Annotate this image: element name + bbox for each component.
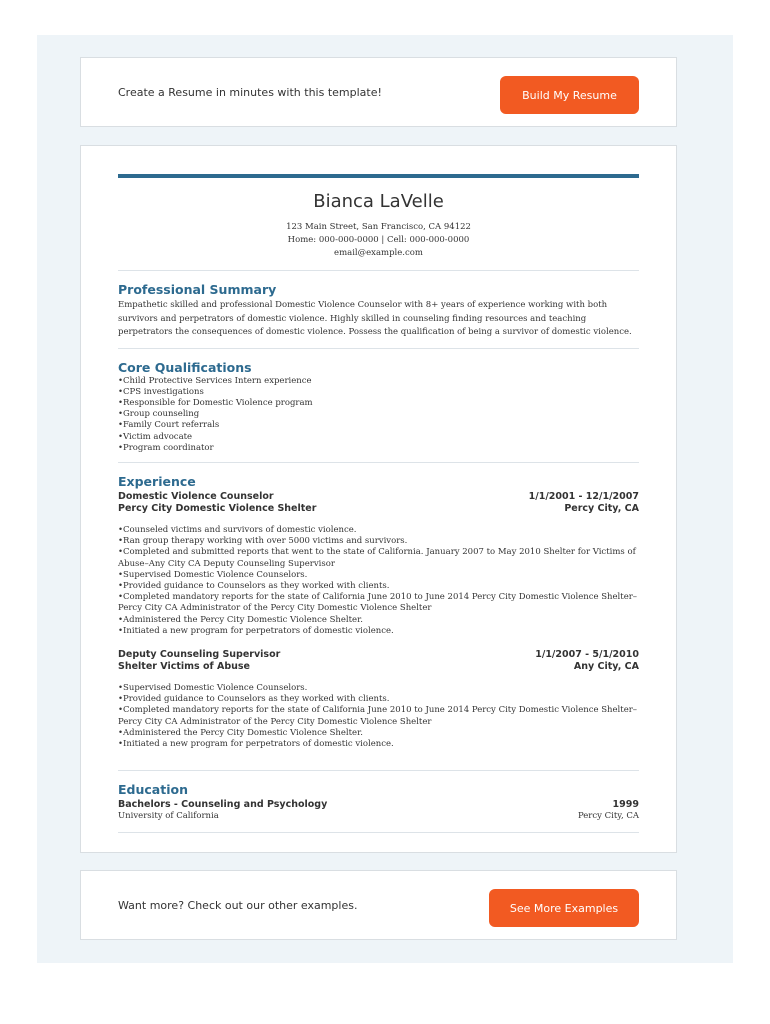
header-rule	[118, 174, 639, 178]
job-organization: Shelter Victims of Abuse	[118, 660, 250, 672]
divider	[118, 348, 639, 349]
job-title: Domestic Violence Counselor	[118, 490, 274, 502]
job-dates: 1/1/2001 - 12/1/2007	[528, 490, 639, 502]
email: email@example.com	[334, 248, 423, 258]
address: 123 Main Street, San Francisco, CA 94122	[286, 222, 471, 232]
list-item: • Administered the Percy City Domestic Violence Shelter.	[118, 615, 639, 626]
list-item: • Initiated a new program for perpetrators of domestic violence.	[118, 626, 639, 637]
job-duties	[118, 525, 639, 637]
degree: Bachelors - Counseling and Psychology	[118, 799, 328, 811]
job-duties	[118, 683, 639, 750]
job-title: Deputy Counseling Supervisor	[118, 648, 281, 660]
list-item: • Supervised Domestic Violence Counselors.	[118, 683, 639, 694]
section-title-qualifications: Core Qualifications	[118, 359, 252, 375]
list-item: • Ran group therapy working with over 5000 victims and survivors.	[118, 536, 639, 547]
promo-text: Create a Resume in minutes with this template!	[118, 85, 382, 99]
promo-text: Want more? Check out our other examples.	[118, 898, 358, 912]
list-item: • Child Protective Services Intern experience	[118, 376, 639, 387]
divider	[118, 462, 639, 463]
phone-numbers: Home: 000-000-0000 | Cell: 000-000-0000	[287, 235, 470, 245]
education-location: Percy City, CA	[577, 811, 639, 822]
job-header	[118, 491, 639, 515]
promo-banner-top	[80, 57, 677, 127]
section-title-experience: Experience	[118, 473, 196, 489]
list-item: • Group counseling	[118, 409, 639, 420]
list-item: • Administered the Percy City Domestic Violence Shelter.	[118, 728, 639, 739]
list-item: • Program coordinator	[118, 443, 639, 454]
list-item: • Completed mandatory reports for the state of California June 2010 to June 2014 Percy City Domestic Violence Shelter– Percy City CA Administrator of the Percy City Domestic Violence Shelter	[118, 705, 639, 727]
candidate-name: Bianca LaVelle	[313, 191, 444, 212]
education-header	[118, 799, 639, 811]
list-item: • Counseled victims and survivors of domestic violence.	[118, 525, 639, 536]
job-dates: 1/1/2007 - 5/1/2010	[535, 648, 639, 660]
see-more-examples-button[interactable]: See More Examples	[489, 889, 639, 927]
list-item: • Provided guidance to Counselors as they worked with clients.	[118, 694, 639, 705]
section-title-education: Education	[118, 782, 188, 798]
job-location: Percy City, CA	[564, 502, 639, 514]
school: University of California	[118, 811, 219, 822]
list-item: • Initiated a new program for perpetrators of domestic violence.	[118, 739, 639, 750]
divider	[118, 770, 639, 771]
summary-text: Empathetic skilled and professional Domestic Violence Counselor with 8+ years of experience working with both survivors and perpetrators of domestic violence. Highly skilled in counseling finding resources and teaching perpetrators the consequences of domestic violence. Possess the qualification of being a survivor of domestic violence.	[118, 300, 632, 337]
qualifications-list	[118, 376, 639, 454]
list-item: • Responsible for Domestic Violence program	[118, 398, 639, 409]
list-item: • Family Court referrals	[118, 420, 639, 431]
list-item: • Victim advocate	[118, 432, 639, 443]
job-header	[118, 649, 639, 673]
education-details	[118, 811, 639, 822]
section-title-summary: Professional Summary	[118, 282, 277, 297]
promo-banner-bottom	[80, 870, 677, 940]
list-item: • Provided guidance to Counselors as they worked with clients.	[118, 581, 639, 592]
divider	[118, 832, 639, 833]
job-entry	[118, 491, 639, 637]
job-location: Any City, CA	[573, 660, 639, 672]
list-item: • Supervised Domestic Violence Counselors.	[118, 570, 639, 581]
list-item: • Completed and submitted reports that went to the state of California. January 2007 to May 2010 Shelter for Victims of Abuse–Any City CA Deputy Counseling Supervisor	[118, 547, 639, 569]
list-item: • Completed mandatory reports for the state of California June 2010 to June 2014 Percy City Domestic Violence Shelter– Percy City CA Administrator of the Percy City Domestic Violence Shelter	[118, 592, 639, 614]
divider	[118, 270, 639, 271]
build-my-resume-button[interactable]: Build My Resume	[500, 76, 639, 114]
job-organization: Percy City Domestic Violence Shelter	[118, 502, 317, 514]
job-entry	[118, 649, 639, 750]
contact-block	[118, 221, 639, 260]
resume-document	[80, 145, 677, 853]
list-item: • CPS investigations	[118, 387, 639, 398]
education-year: 1999	[612, 799, 639, 811]
